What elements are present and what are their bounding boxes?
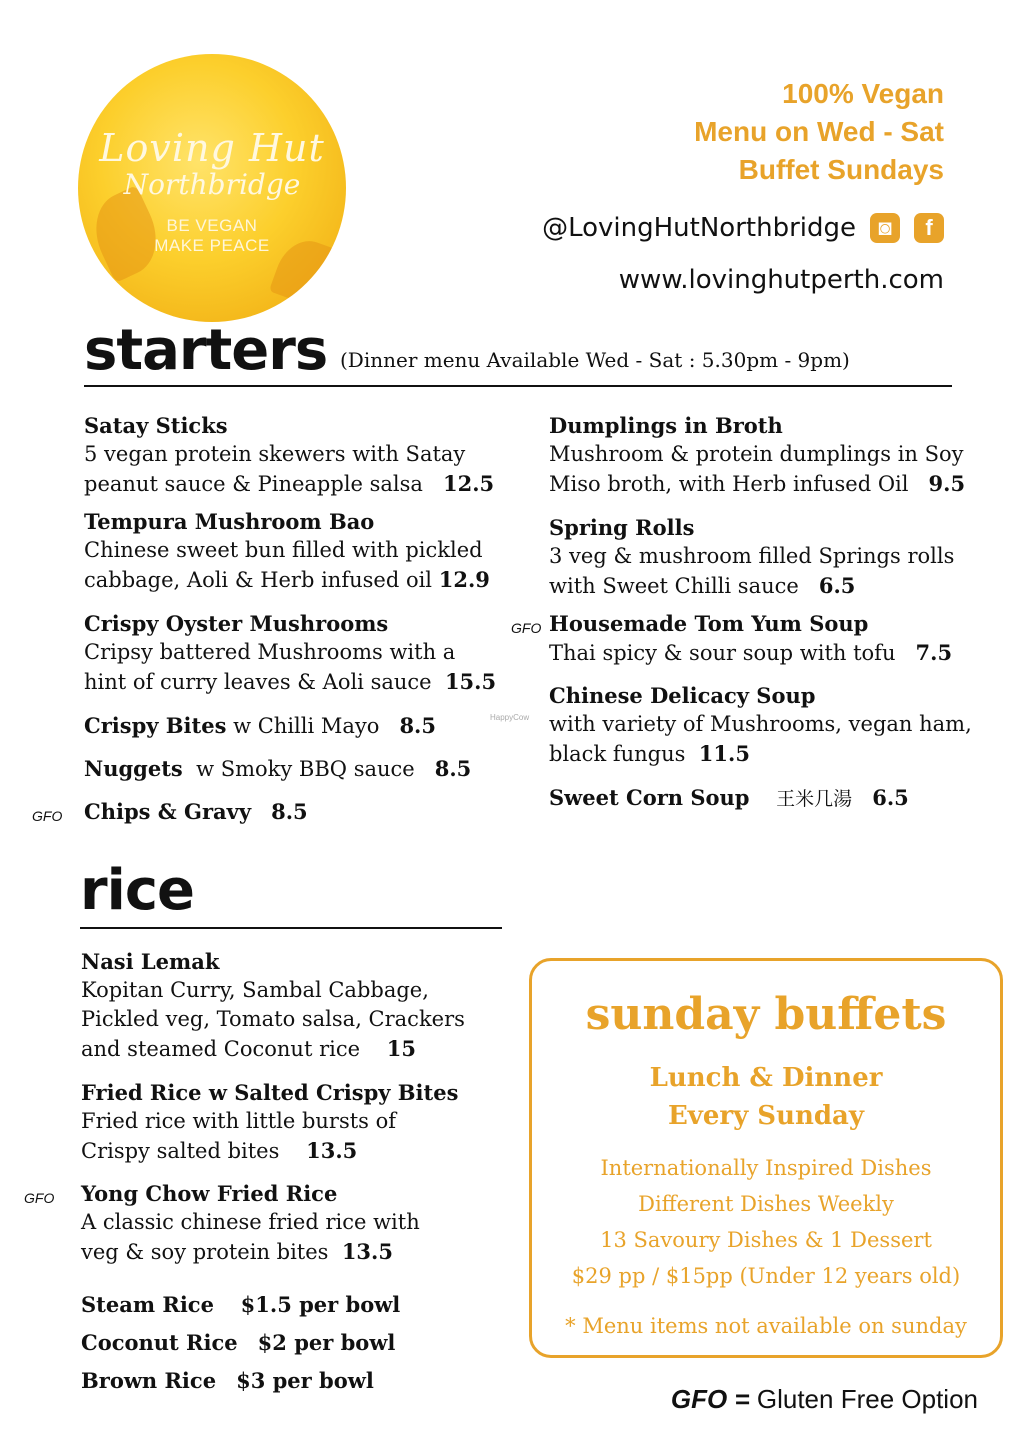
menu-item — [81, 1179, 420, 1267]
item-name: Chips & Gravy — [84, 799, 252, 824]
rice-extra — [81, 1290, 400, 1320]
buffet-line3: 13 Savoury Dishes & 1 Dessert — [600, 1228, 932, 1252]
item-price: $2 per bowl — [257, 1330, 396, 1355]
header-line2: Menu on Wed - Sat — [694, 116, 944, 147]
item-price: 12.9 — [438, 567, 490, 592]
starters-title: starters — [84, 318, 328, 383]
menu-item — [81, 947, 465, 1064]
item-desc: Crispy salted bites — [81, 1139, 280, 1163]
item-desc: Kopitan Curry, Sambal Cabbage, — [81, 978, 429, 1002]
header-line3: Buffet Sundays — [738, 154, 944, 185]
logo — [78, 54, 346, 322]
starters-note: (Dinner menu Available Wed - Sat : 5.30pm - 9pm) — [340, 348, 850, 372]
item-desc: cabbage, Aoli & Herb infused oil — [84, 568, 433, 592]
instagram-icon[interactable] — [870, 213, 900, 243]
website-link[interactable]: www.lovinghutperth.com — [618, 265, 944, 295]
menu-item — [549, 513, 954, 601]
menu-item — [84, 507, 490, 595]
buffet-line2: Different Dishes Weekly — [638, 1192, 894, 1216]
item-price: 6.5 — [818, 573, 856, 598]
gfo-legend — [671, 1384, 978, 1415]
item-desc: Chinese sweet bun filled with pickled — [84, 538, 483, 562]
item-price: 15 — [386, 1036, 416, 1061]
item-name: Brown Rice — [81, 1368, 217, 1393]
item-price: 13.5 — [306, 1138, 358, 1163]
rice-divider — [80, 927, 502, 929]
buffet-sub2: Every Sunday — [667, 1101, 865, 1131]
item-desc: Thai spicy & sour soup with tofu — [549, 641, 896, 665]
item-price: 12.5 — [442, 471, 495, 496]
item-desc: Miso broth, with Herb infused Oil — [549, 472, 909, 496]
item-extra: w Chilli Mayo — [233, 714, 380, 738]
item-extra: 王米几湯 — [776, 788, 853, 810]
menu-item — [549, 681, 972, 769]
item-name: Sweet Corn Soup — [549, 785, 750, 810]
logo-tagline2: MAKE PEACE — [154, 236, 270, 255]
starters-divider — [84, 385, 952, 387]
item-desc: black fungus — [549, 742, 686, 766]
item-name: Coconut Rice — [81, 1330, 238, 1355]
buffet-line4: $29 pp / $15pp (Under 12 years old) — [571, 1264, 961, 1288]
item-name: Satay Sticks — [84, 413, 228, 438]
item-desc: 5 vegan protein skewers with Satay — [84, 442, 466, 466]
buffet-sub1: Lunch & Dinner — [649, 1063, 883, 1093]
header-line1: 100% Vegan — [782, 78, 944, 109]
item-name: Yong Chow Fried Rice — [81, 1181, 338, 1206]
sunday-buffet-box — [529, 958, 1003, 1358]
rice-extra — [81, 1328, 395, 1358]
item-price: 7.5 — [915, 640, 953, 665]
item-name: Nuggets — [84, 756, 183, 781]
rice-extra — [81, 1366, 374, 1396]
item-name: Fried Rice w Salted Crispy Bites — [81, 1080, 459, 1105]
menu-item — [84, 797, 308, 827]
logo-tagline1: BE VEGAN — [166, 216, 258, 235]
item-desc: Cripsy battered Mushrooms with a — [84, 640, 456, 664]
item-name: Tempura Mushroom Bao — [84, 509, 375, 534]
item-name: Chinese Delicacy Soup — [549, 683, 816, 708]
item-name: Dumplings in Broth — [549, 413, 783, 438]
gfo-marker: GFO — [24, 1190, 55, 1206]
watermark: HappyCow — [490, 713, 530, 722]
item-price: 13.5 — [341, 1239, 393, 1264]
facebook-icon[interactable] — [914, 213, 944, 243]
item-name: Spring Rolls — [549, 515, 695, 540]
item-price: 8.5 — [434, 756, 472, 781]
instagram-glyph: ◙ — [878, 215, 892, 240]
buffet-note: * Menu items not available on sunday — [565, 1314, 967, 1338]
item-desc: hint of curry leaves & Aoli sauce — [84, 670, 432, 694]
item-price: 8.5 — [271, 799, 308, 824]
social-handle[interactable]: @LovingHutNorthbridge — [542, 213, 856, 243]
item-desc: peanut sauce & Pineapple salsa — [84, 472, 423, 496]
item-desc: 3 veg & mushroom filled Springs rolls — [549, 544, 955, 568]
item-price: 15.5 — [444, 669, 497, 694]
item-desc: A classic chinese fried rice with — [81, 1210, 420, 1234]
logo-name-line2: Northbridge — [123, 168, 301, 201]
menu-item — [84, 711, 436, 741]
item-name: Housemade Tom Yum Soup — [549, 611, 869, 636]
item-extra: w Smoky BBQ sauce — [196, 757, 415, 781]
item-price: 11.5 — [698, 741, 750, 766]
buffet-line1: Internationally Inspired Dishes — [600, 1156, 932, 1180]
item-price: 8.5 — [399, 713, 436, 738]
item-desc: veg & soy protein bites — [81, 1240, 329, 1264]
item-desc: Mushroom & protein dumplings in Soy — [549, 442, 964, 466]
item-name: Steam Rice — [81, 1292, 214, 1317]
item-desc: Fried rice with little bursts of — [81, 1109, 397, 1133]
item-desc: with variety of Mushrooms, vegan ham, — [549, 712, 972, 736]
menu-item — [84, 411, 494, 499]
item-desc: Pickled veg, Tomato salsa, Crackers — [81, 1007, 465, 1031]
item-name: Crispy Oyster Mushrooms — [84, 611, 389, 636]
rice-title: rice — [80, 858, 194, 923]
item-price: 9.5 — [928, 471, 966, 496]
gfo-legend-text: Gluten Free Option — [756, 1384, 978, 1414]
gfo-marker: GFO — [511, 620, 542, 636]
menu-item — [549, 609, 952, 668]
item-price: $3 per bowl — [236, 1368, 374, 1393]
menu-item — [549, 411, 965, 499]
item-price: $1.5 per bowl — [240, 1292, 401, 1317]
item-name: Crispy Bites — [84, 713, 227, 738]
menu-item — [84, 609, 496, 697]
buffet-title: sunday buffets — [585, 989, 947, 1040]
menu-item — [81, 1078, 458, 1166]
menu-item — [549, 783, 909, 814]
item-name: Nasi Lemak — [81, 949, 220, 974]
item-desc: and steamed Coconut rice — [81, 1037, 361, 1061]
item-price: 6.5 — [872, 785, 909, 810]
logo-name-line1: Loving Hut — [99, 126, 325, 170]
menu-item — [84, 754, 471, 784]
item-desc: with Sweet Chilli sauce — [549, 574, 799, 598]
facebook-glyph: f — [925, 215, 933, 240]
gfo-marker: GFO — [32, 808, 63, 824]
gfo-abbr: GFO = — [670, 1384, 750, 1414]
